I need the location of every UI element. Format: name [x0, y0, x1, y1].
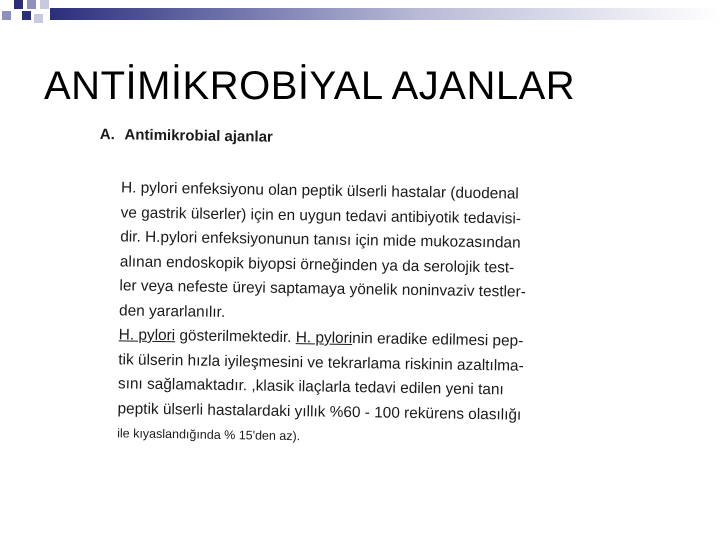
paragraph-2 — [117, 323, 524, 452]
slide-title: ANTİMİKROBİYAL AJANLAR — [44, 64, 576, 108]
text-line: den yararlanılır. — [118, 301, 226, 321]
decor-square — [14, 0, 23, 9]
text-line: ile kıyaslandığında % 15'den az). — [117, 426, 301, 444]
underlined-term: H. pylori — [295, 329, 353, 347]
scanned-text-image — [95, 126, 610, 464]
decor-square — [40, 0, 49, 9]
text-line: dir. H.pylori enfeksiyonunun tanısı için mide mukozasından — [120, 228, 521, 252]
decor-square — [22, 11, 31, 20]
text-line: tik ülserin hızla iyileşmesini ve tekrarlama riskinin azaltılma- — [118, 350, 524, 375]
underlined-term: H. pylori — [118, 326, 176, 345]
text-line: ve gastrik ülserler) için en uygun tedavi antibiyotik tedavisi- — [120, 203, 522, 228]
section-title: Antimikrobial ajanlar — [124, 126, 273, 146]
text-run: nin eradike edilmesi pep- — [352, 329, 524, 350]
header-decoration — [0, 0, 720, 22]
decor-square — [27, 0, 36, 9]
header-gradient-bar — [50, 8, 720, 20]
text-line: sını sağlamaktadır. ,klasik ilaçlarla tedavi edilen yeni tanı — [117, 375, 504, 399]
text-line: alınan endoskopik biyopsi örneğinden ya da serolojik test- — [119, 252, 515, 277]
decor-square — [34, 14, 43, 23]
text-line: ler veya nefeste üreyi saptamaya yönelik noninvaziv testler- — [119, 277, 526, 301]
paragraph-1 — [119, 176, 528, 329]
section-heading — [100, 126, 273, 146]
text-run: gösterilmektedir. — [175, 327, 296, 347]
text-line: H. pylori enfeksiyonu olan peptik ülserli hastalar (duodenal — [120, 179, 519, 203]
decor-square — [2, 11, 11, 20]
text-line: peptik ülserli hastalardaki yıllık %60 - 100 rekürens olasılığı — [117, 399, 522, 424]
section-number: A. — [99, 126, 115, 144]
